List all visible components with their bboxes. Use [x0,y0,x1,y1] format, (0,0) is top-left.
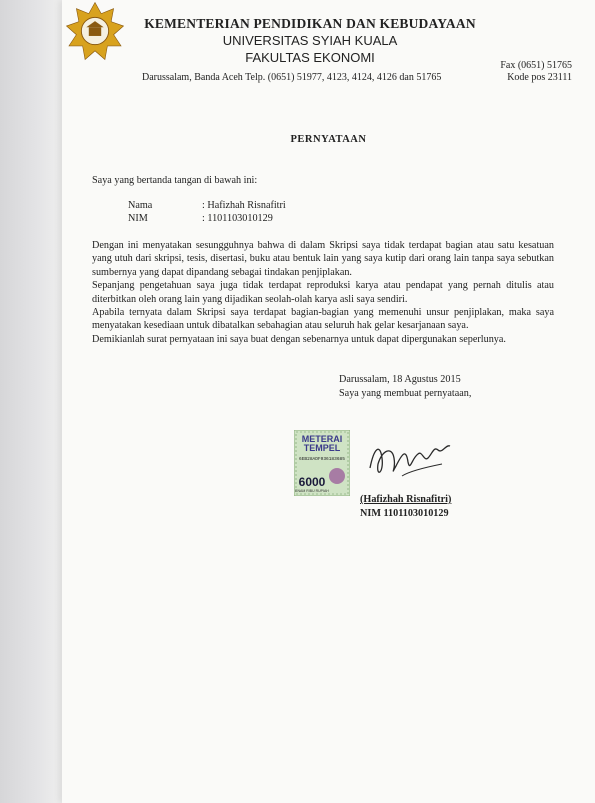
statement-paragraph: Apabila ternyata dalam Skripsi saya terdapat bagian-bagian yang memenuhi unsur penjiplakan, maka saya menyatakan kesediaan untuk dibatalkan sebahagian atau seluruh hak gelar kesarjanaan saya. [92,307,554,332]
signer-nim: NIM 1101103010129 [360,508,449,519]
letterhead-contact [492,60,572,84]
field-value-nama: : Hafizhah Risnafitri [202,200,286,211]
letterhead-address: Darussalam, Banda Aceh Telp. (0651) 51977, 4123, 4124, 4126 dan 51765 [142,72,442,83]
ministry-name: KEMENTERIAN PENDIDIKAN DAN KEBUDAYAAN [144,16,476,31]
underlying-page-edge [0,0,70,803]
university-name: UNIVERSITAS SYIAH KUALA [222,33,398,48]
stamp-line2: TEMPEL [303,443,341,453]
stamp-subtext: ENAM RIBU RUPIAH [295,489,329,493]
intro-text: Saya yang bertanda tangan di bawah ini: [92,175,258,186]
postal-code: Kode pos 23111 [507,72,572,83]
document-title: PERNYATAAN [290,134,367,145]
statement-paragraph: Demikianlah surat pernyataan ini saya buat dengan sebenarnya untuk dapat dipergunakan seperlunya. [92,333,506,345]
duty-stamp-icon [294,430,350,496]
maker-line: Saya yang membuat pernyataan, [339,388,472,399]
stamp-serial: 6EB28ADF036183685 [299,457,345,462]
handwritten-signature-icon [362,428,472,488]
statement-body [92,239,554,346]
statement-paragraph: Dengan ini menyatakan sesungguhnya bahwa di dalam Skripsi saya tidak terdapat bagian atau satu kesatuan yang utuh dari skripsi, tesis, disertasi, buku atau bentuk lain yang saya kutip dari orang lain tanpa saya sebutkan sumbernya yang dapat dipandang sebagai tindakan penjiplakan. [92,240,554,278]
field-value-nim: : 1101103010129 [202,213,273,224]
field-label-nama: Nama [128,200,153,211]
stamp-value: 6000 [298,475,326,489]
fax-number: Fax (0651) 51765 [500,60,572,71]
faculty-name: FAKULTAS EKONOMI [245,50,375,65]
document-page [62,0,595,803]
statement-paragraph: Sepanjang pengetahuan saya juga tidak terdapat reproduksi karya atau pendapat yang pernah ditulis atau diterbitkan oleh orang lain yang dijadikan seolah-olah karya asli saya sendiri. [92,280,554,305]
place-date: Darussalam, 18 Agustus 2015 [339,374,461,385]
stamp-line1: METERAI [301,434,343,444]
field-label-nim: NIM [128,213,148,224]
signer-name: (Hafizhah Risnafitri) [360,494,452,505]
closing-block [339,373,471,401]
university-logo-icon [64,0,126,62]
